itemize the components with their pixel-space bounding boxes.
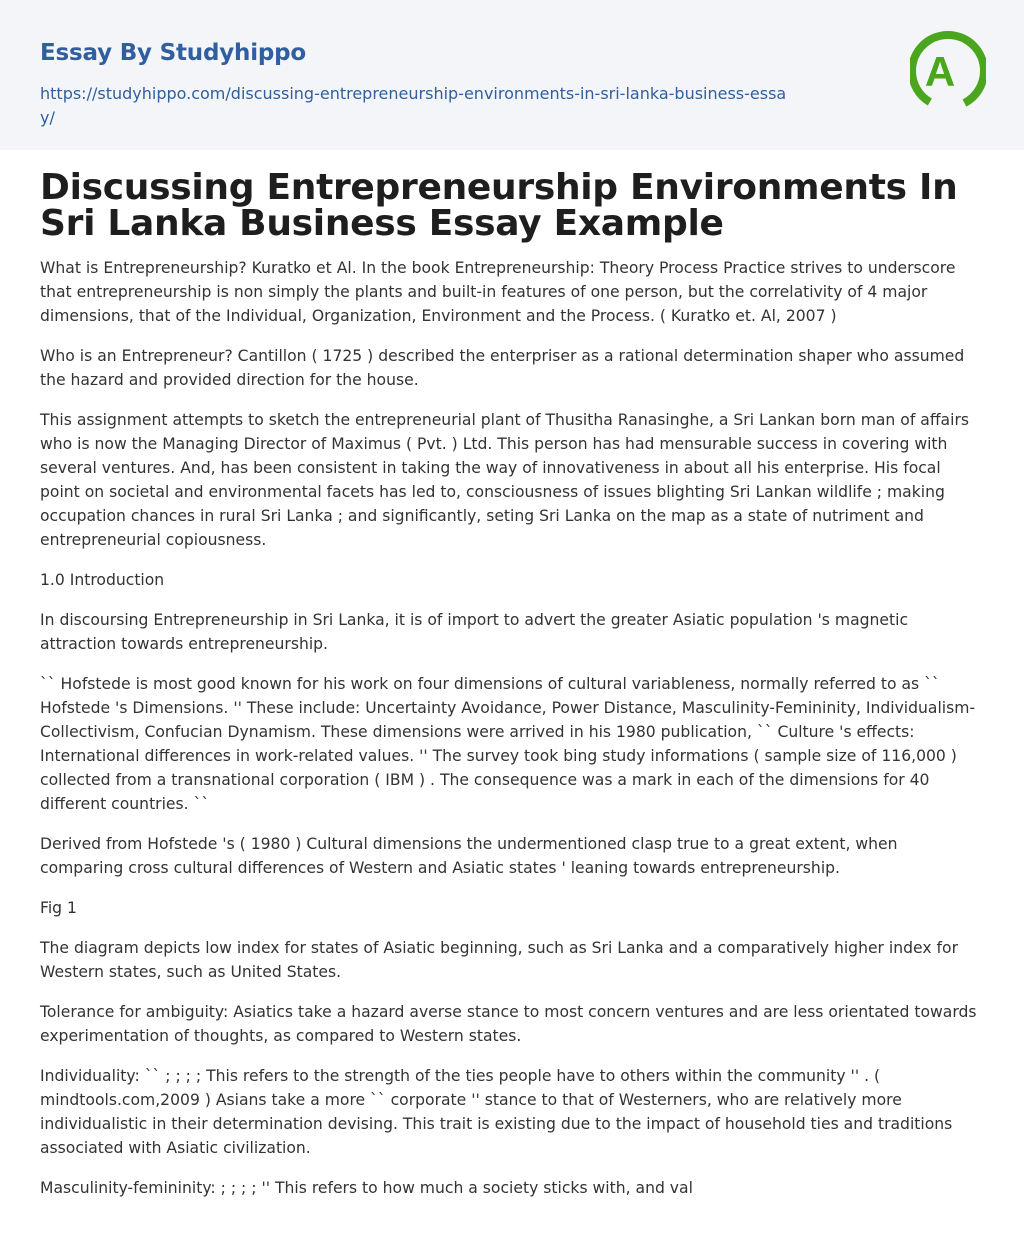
source-url-link[interactable]: https://studyhippo.com/discussing-entrepreneurship-environments-in-sri-lanka-business-essay/ <box>40 84 787 127</box>
paragraph: Individuality: `` ; ; ; ; This refers to the strength of the ties people have to others within the community '' . ( mindtools.com,2009 ) Asians take a more `` corporate '' stance to that of Westerners, who are relatively more individualistic in their determination devising. This trait is existing due to the impact of household ties and traditions associated with Asiatic civilization. <box>40 1067 953 1157</box>
section-heading: 1.0 Introduction <box>40 571 165 589</box>
figure-label: Fig 1 <box>40 899 77 917</box>
paragraph: What is Entrepreneurship? Kuratko et Al. In the book Entrepreneurship: Theory Process Practice strives to underscore that entrepreneurship is non simply the plants and built-in features of one person, but the correlativity of 4 major dimensions, that of the Individual, Organization, Environment and the Process. ( Kuratko et. Al, 2007 ) <box>40 259 956 325</box>
site-header <box>0 0 1024 150</box>
paragraph: In discoursing Entrepreneurship in Sri Lanka, it is of import to advert the greater Asiatic population 's magnetic attraction towards entrepreneurship. <box>40 611 909 653</box>
paragraph: `` Hofstede is most good known for his work on four dimensions of cultural variableness, normally referred to as `` Hofstede 's Dimensions. '' These include: Uncertainty Avoidance, Power Distance, Masculinity-Femininity, Individualism-Collectivism, Confucian Dynamism. These dimensions were arrived in his 1980 publication, `` Culture 's effects: International differences in work-related values. '' The survey took bing study informations ( sample size of 116,000 ) collected from a transnational corporation ( IBM ) . The consequence was a mark in each of the dimensions for 40 different countries. `` <box>40 675 976 813</box>
studyhippo-logo-icon[interactable] <box>910 28 986 116</box>
site-brand[interactable]: Essay By Studyhippo <box>40 40 307 66</box>
paragraph: Masculinity-femininity: ; ; ; ; '' This refers to how much a society sticks with, and val <box>40 1179 693 1197</box>
paragraph: Who is an Entrepreneur? Cantillon ( 1725 ) described the enterpriser as a rational determination shaper who assumed the hazard and provided direction for the house. <box>40 347 965 389</box>
paragraph: Tolerance for ambiguity: Asiatics take a hazard averse stance to most concern ventures and are less orientated towards experimentation of thoughts, as compared to Western states. <box>40 1003 977 1045</box>
paragraph: The diagram depicts low index for states of Asiatic beginning, such as Sri Lanka and a comparatively higher index for Western states, such as United States. <box>40 939 958 981</box>
article <box>0 150 1024 1200</box>
logo-letter: A <box>924 48 956 95</box>
paragraph: Derived from Hofstede 's ( 1980 ) Cultural dimensions the undermentioned clasp true to a great extent, when comparing cross cultural differences of Western and Asiatic states ' leaning towards entrepreneurship. <box>40 835 898 877</box>
paragraph: This assignment attempts to sketch the entrepreneurial plant of Thusitha Ranasinghe, a Sri Lankan born man of affairs who is now the Managing Director of Maximus ( Pvt. ) Ltd. This person has had mensurable success in covering with several ventures. And, has been consistent in taking the way of innovativeness in about all his enterprise. His focal point on societal and environmental facets has led to, consciousness of issues blighting Sri Lankan wildlife ; making occupation chances in rural Sri Lanka ; and significantly, seting Sri Lanka on the map as a state of nutriment and entrepreneurial copiousness. <box>40 411 969 549</box>
page-title: Discussing Entrepreneurship Environments In Sri Lanka Business Essay Example <box>40 167 958 244</box>
